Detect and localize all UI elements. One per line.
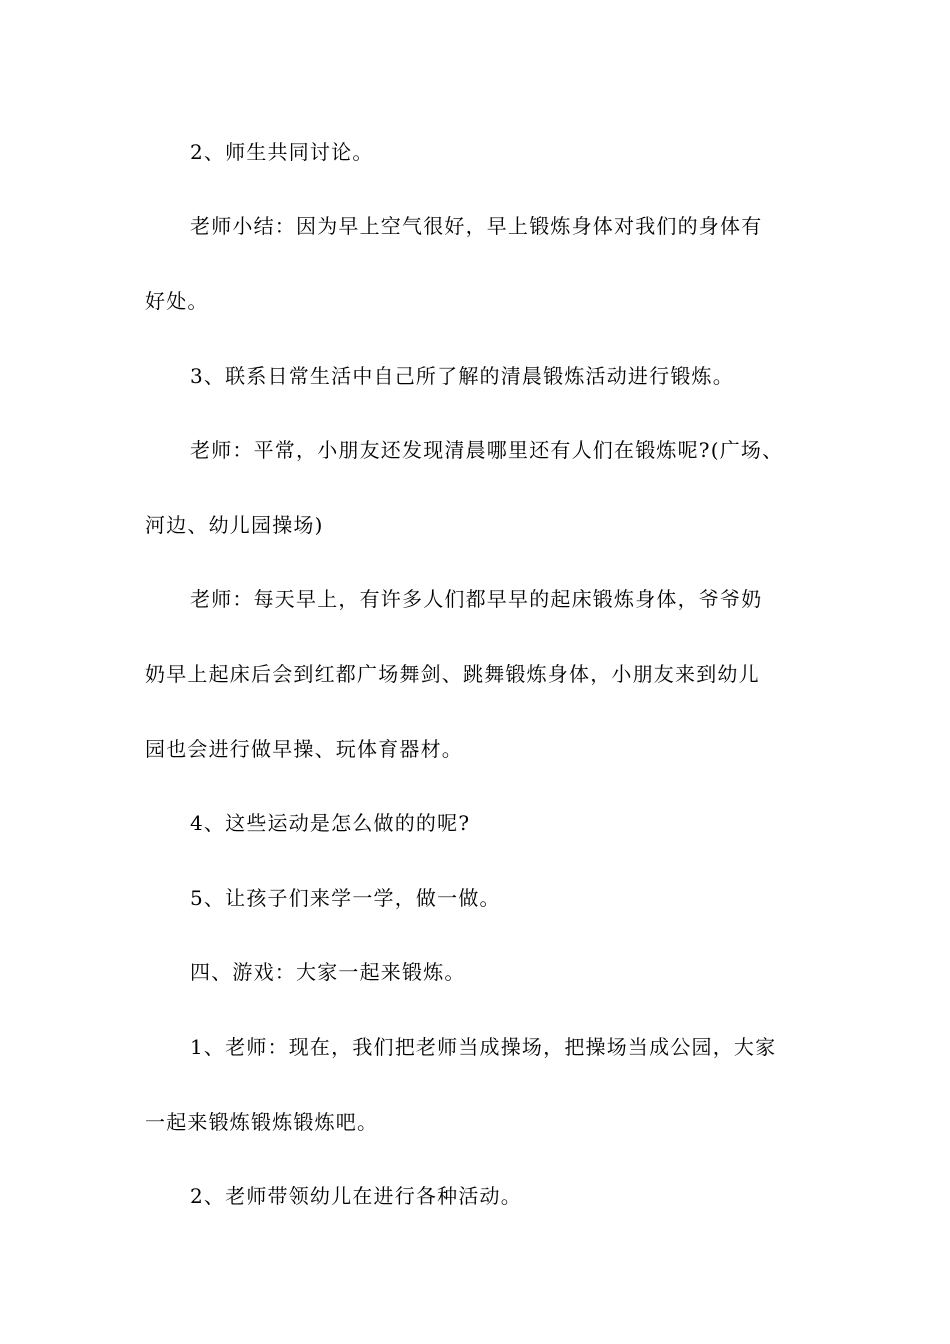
paragraph-line: 老师小结：因为早上空气很好，早上锻炼身体对我们的身体有 (190, 214, 763, 238)
paragraph-line: 河边、幼儿园操场) (145, 513, 324, 537)
paragraph-line: 2、师生共同讨论。 (190, 140, 374, 164)
paragraph-line: 一起来锻炼锻炼锻炼吧。 (145, 1110, 379, 1134)
paragraph-line: 奶早上起床后会到红都广场舞剑、跳舞锻炼身体，小朋友来到幼儿 (145, 662, 760, 686)
paragraph-line: 2、老师带领幼儿在进行各种活动。 (190, 1184, 522, 1208)
paragraph-line: 四、游戏：大家一起来锻炼。 (190, 960, 466, 984)
paragraph-line: 老师：平常，小朋友还发现清晨哪里还有人们在锻炼呢?(广场、 (190, 438, 784, 462)
paragraph-line: 3、联系日常生活中自己所了解的清晨锻炼活动进行锻炼。 (190, 364, 734, 388)
paragraph-line: 1、老师：现在，我们把老师当成操场，把操场当成公园，大家 (190, 1035, 777, 1059)
paragraph-line: 5、让孩子们来学一学，做一做。 (190, 886, 501, 910)
paragraph-line: 园也会进行做早操、玩体育器材。 (145, 737, 463, 761)
paragraph-line: 4、这些运动是怎么做的的呢? (190, 811, 471, 835)
paragraph-line: 老师：每天早上，有许多人们都早早的起床锻炼身体，爷爷奶 (190, 587, 763, 611)
paragraph-line: 好处。 (145, 289, 209, 313)
